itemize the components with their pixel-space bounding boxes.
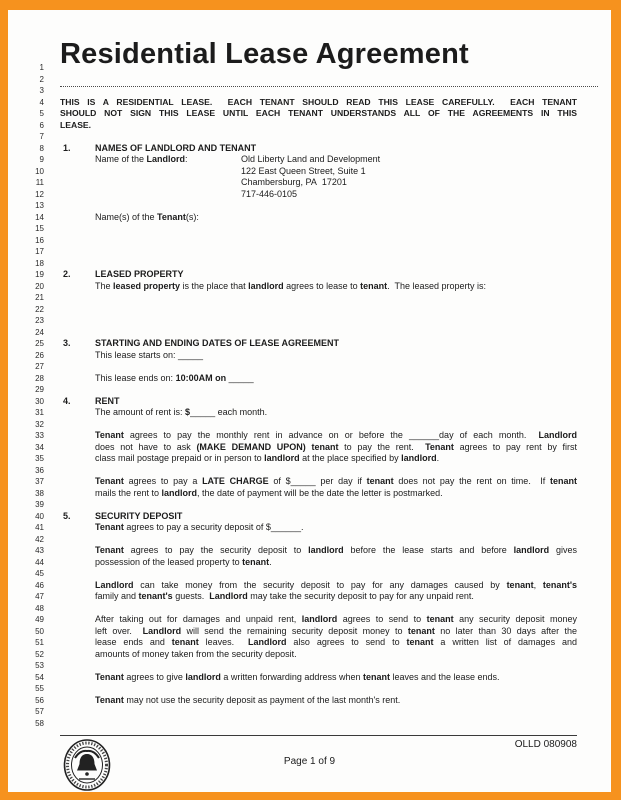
line-number: 20 bbox=[35, 281, 44, 291]
line-number: 14 bbox=[35, 212, 44, 222]
line-number: 47 bbox=[35, 592, 44, 601]
forwarding-address-line bbox=[95, 672, 577, 684]
section-2-heading-number: 2. bbox=[63, 269, 71, 279]
line-number: 37 bbox=[35, 477, 44, 486]
section-1-heading-number: 1. bbox=[63, 142, 71, 153]
deposit-amount-line bbox=[95, 522, 577, 534]
line-number: 46 bbox=[35, 580, 44, 590]
line-number: 18 bbox=[35, 258, 44, 268]
doc-line: Tenant agrees to pay a security deposit of $______. bbox=[95, 522, 304, 532]
line-number: 29 bbox=[35, 385, 44, 394]
landlord-address bbox=[241, 154, 581, 200]
line-number: 11 bbox=[35, 178, 44, 187]
doc-line: Tenant agrees to pay the monthly rent in advance on or before the ______day of each month. Landlord bbox=[95, 430, 577, 440]
lease-start-line bbox=[95, 350, 577, 362]
line-number: 7 bbox=[39, 132, 44, 141]
line-number: 43 bbox=[35, 546, 44, 555]
line-number: 30 bbox=[35, 396, 44, 406]
line-number: 34 bbox=[35, 442, 44, 452]
line-number: 22 bbox=[35, 304, 44, 314]
line-number: 44 bbox=[35, 557, 44, 567]
doc-line: This lease ends on: 10:00AM on _____ bbox=[95, 372, 254, 383]
deposit-return-paragraph bbox=[95, 614, 577, 660]
page-indicator: Page 1 of 9 bbox=[283, 756, 336, 767]
line-number: 53 bbox=[35, 661, 44, 670]
document-sheet bbox=[8, 10, 611, 792]
line-number: 54 bbox=[35, 672, 44, 682]
line-number: 55 bbox=[35, 684, 44, 693]
doc-line: Tenant agrees to give landlord a written forwarding address when tenant leaves and the lease ends. bbox=[95, 671, 500, 682]
section-4-heading: RENT bbox=[95, 395, 120, 406]
line-number: 57 bbox=[35, 707, 44, 716]
section-5-heading: SECURITY DEPOSIT bbox=[95, 510, 183, 521]
doc-line: The leased property is the place that landlord agrees to lease to tenant. The leased property is: bbox=[95, 280, 487, 291]
leased-property-text bbox=[95, 281, 577, 293]
line-number: 2 bbox=[39, 74, 44, 84]
line-number: 52 bbox=[35, 649, 44, 659]
doc-line: This lease starts on: _____ bbox=[95, 349, 204, 360]
late-charge-paragraph bbox=[95, 476, 577, 499]
line-number: 3 bbox=[39, 86, 44, 95]
doc-line: mails the rent to landlord, the date of payment will be the date the letter is postmarked. bbox=[95, 487, 443, 498]
section-3-heading-number: 3. bbox=[63, 338, 71, 348]
line-number: 25 bbox=[35, 339, 44, 348]
last-month-rent-line bbox=[95, 695, 577, 707]
line-number: 28 bbox=[35, 373, 44, 383]
old-liberty-seal-icon bbox=[62, 738, 112, 792]
line-number: 48 bbox=[35, 603, 44, 613]
doc-line: THIS IS A RESIDENTIAL LEASE. EACH TENANT SHOULD READ THIS LEASE CAREFULLY. EACH TENANT bbox=[60, 96, 577, 107]
title-dotted-rule bbox=[60, 86, 598, 87]
doc-line: does not have to ask (MAKE DEMAND UPON) tenant to pay the rent. Tenant agrees to pay rent by first bbox=[95, 441, 578, 452]
rent-amount-line bbox=[95, 407, 577, 419]
line-number: 50 bbox=[35, 626, 44, 636]
doc-line: left over. Landlord will send the remaining security deposit money to tenant no later than 30 days after the bbox=[95, 625, 577, 636]
line-number: 41 bbox=[35, 523, 44, 532]
doc-line: Chambersburg, PA 17201 bbox=[241, 177, 347, 187]
line-number: 23 bbox=[35, 316, 44, 325]
line-number: 21 bbox=[35, 293, 44, 302]
line-number: 31 bbox=[35, 408, 44, 417]
doc-line: Tenant agrees to pay a LATE CHARGE of $_____ per day if tenant does not pay the rent on time. If tenant bbox=[95, 476, 578, 486]
doc-line: possession of the leased property to tenant. bbox=[95, 556, 272, 567]
doc-line: After taking out for damages and unpaid rent, landlord agrees to send to tenant any security deposit money bbox=[95, 614, 577, 624]
doc-line: 122 East Queen Street, Suite 1 bbox=[241, 165, 366, 176]
section-1-heading: NAMES OF LANDLORD AND TENANT bbox=[95, 142, 257, 153]
line-number: 16 bbox=[35, 235, 44, 245]
line-number: 49 bbox=[35, 615, 44, 624]
doc-line: class mail postage prepaid or in person to landlord at the place specified by landlord. bbox=[95, 453, 440, 463]
section-5-heading-number: 5. bbox=[63, 510, 71, 521]
line-number: 10 bbox=[35, 166, 44, 176]
doc-line: Tenant agrees to pay the security deposit to landlord before the lease starts and before landlord gives bbox=[95, 545, 577, 555]
line-number: 19 bbox=[35, 270, 44, 279]
line-number: 1 bbox=[39, 63, 44, 72]
doc-line: Old Liberty Land and Development bbox=[241, 154, 381, 164]
line-number: 36 bbox=[35, 465, 44, 475]
line-number: 33 bbox=[35, 431, 44, 440]
deposit-timing-paragraph bbox=[95, 545, 577, 568]
line-number: 27 bbox=[35, 362, 44, 371]
doc-line: Landlord can take money from the security deposit to pay for any damages caused by tenant, tenant's bbox=[95, 579, 577, 590]
line-number: 8 bbox=[39, 143, 44, 153]
line-number: 4 bbox=[39, 97, 44, 107]
line-number: 42 bbox=[35, 534, 44, 544]
footer-rule bbox=[60, 735, 577, 736]
line-number: 17 bbox=[35, 247, 44, 256]
line-number: 12 bbox=[35, 189, 44, 199]
line-number: 32 bbox=[35, 419, 44, 429]
document-title: Residential Lease Agreement bbox=[60, 38, 469, 70]
section-2-heading: LEASED PROPERTY bbox=[95, 269, 184, 279]
doc-line: LEASE. bbox=[60, 119, 92, 130]
doc-line: Tenant may not use the security deposit as payment of the last month's rent. bbox=[95, 694, 401, 705]
line-number: 58 bbox=[35, 718, 44, 728]
doc-line: family and tenant's guests. Landlord may take the security deposit to pay for any unpaid rent. bbox=[95, 591, 474, 601]
line-number: 39 bbox=[35, 500, 44, 509]
document-code: OLLD 080908 bbox=[514, 739, 577, 750]
line-number: 6 bbox=[39, 120, 44, 130]
doc-line: Name of the Landlord: bbox=[95, 154, 188, 164]
tenant-label bbox=[95, 212, 577, 224]
doc-line: SHOULD NOT SIGN THIS LEASE UNTIL EACH TENANT UNDERSTANDS ALL OF THE AGREEMENTS IN THIS bbox=[60, 108, 577, 118]
doc-line: lease ends and tenant leaves. Landlord also agrees to send to tenant a written list of damages and bbox=[95, 637, 577, 647]
section-4-heading-number: 4. bbox=[63, 395, 71, 406]
rent-terms-paragraph bbox=[95, 430, 577, 465]
doc-line: amounts of money taken from the security deposit. bbox=[95, 648, 297, 659]
line-number: 9 bbox=[39, 155, 44, 164]
notice bbox=[60, 97, 577, 132]
doc-line: Name(s) of the Tenant(s): bbox=[95, 211, 199, 222]
doc-line: The amount of rent is: $_____ each month. bbox=[95, 407, 268, 417]
line-number: 26 bbox=[35, 350, 44, 360]
line-number: 15 bbox=[35, 224, 44, 233]
lease-end-line bbox=[95, 373, 577, 385]
line-number: 40 bbox=[35, 511, 44, 521]
line-number: 56 bbox=[35, 695, 44, 705]
deposit-damages-paragraph bbox=[95, 580, 577, 603]
line-number: 51 bbox=[35, 638, 44, 647]
line-number: 13 bbox=[35, 201, 44, 210]
line-number: 5 bbox=[39, 109, 44, 118]
line-number: 45 bbox=[35, 569, 44, 578]
line-number: 24 bbox=[35, 327, 44, 337]
line-number: 35 bbox=[35, 454, 44, 463]
section-3-heading: STARTING AND ENDING DATES OF LEASE AGREEMENT bbox=[95, 338, 340, 348]
line-number: 38 bbox=[35, 488, 44, 498]
doc-line: 717-446-0105 bbox=[241, 188, 298, 199]
